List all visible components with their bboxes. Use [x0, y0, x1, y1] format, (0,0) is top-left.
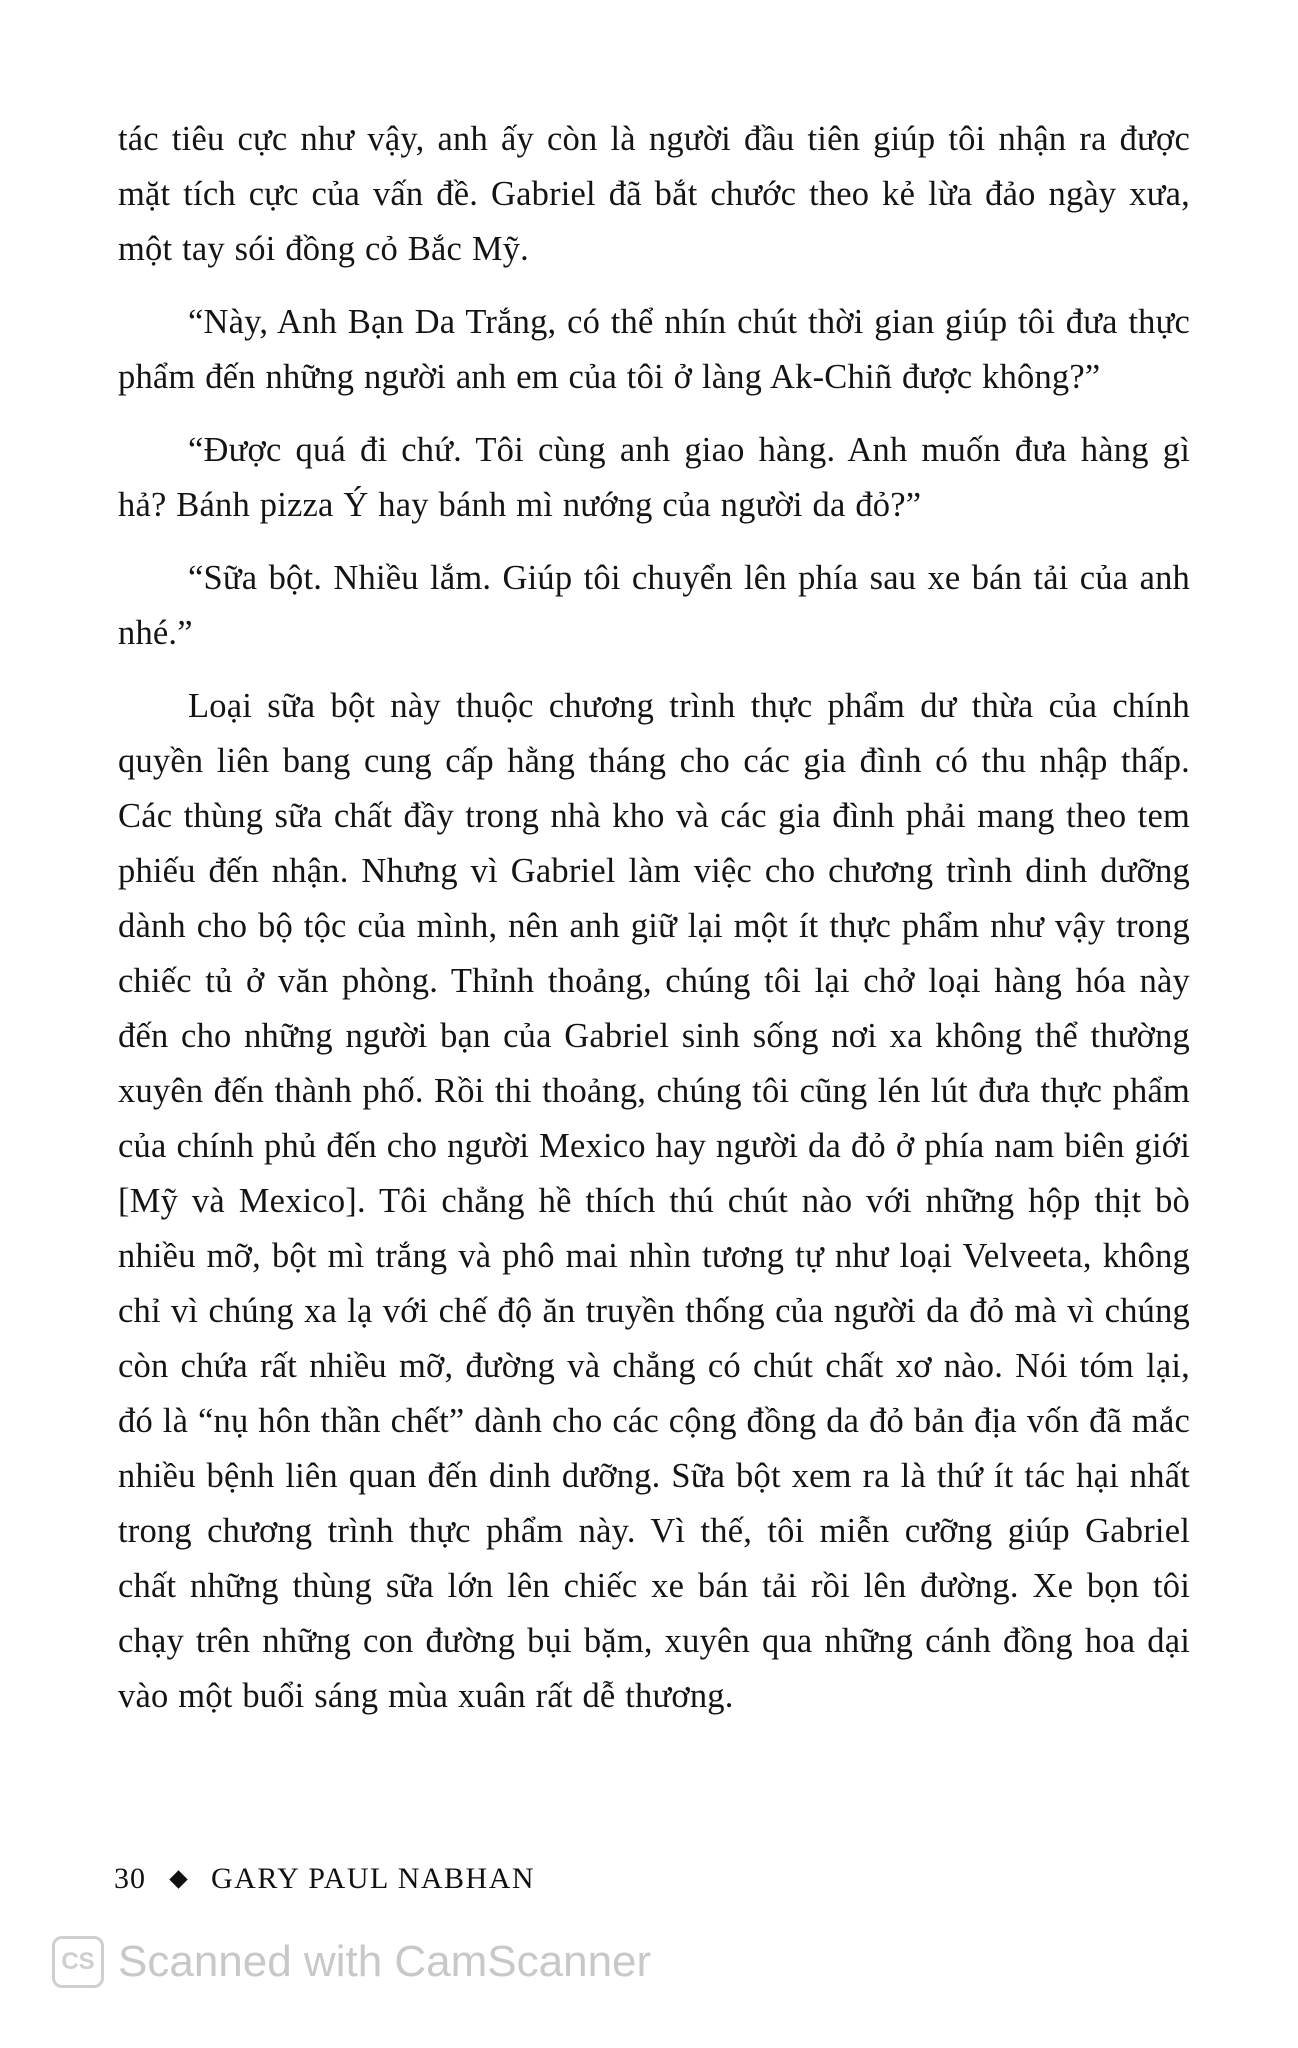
page-footer [114, 1862, 535, 1896]
paragraph-main: Loại sữa bột này thuộc chương trình thực phẩm dư thừa của chính quyền liên bang cung cấp hằng tháng cho các gia đình có thu nhập thấp. Các thùng sữa chất đầy trong nhà kho và các gia đình phải mang theo tem phiếu đến nhận. Nhưng vì Gabriel làm việc cho chương trình dinh dưỡng dành cho bộ tộc của mình, nên anh giữ lại một ít thực phẩm như vậy trong chiếc tủ ở văn phòng. Thỉnh thoảng, chúng tôi lại chở loại hàng hóa này đến cho những người bạn của Gabriel sinh sống nơi xa không thể thường xuyên đến thành phố. Rồi thi thoảng, chúng tôi cũng lén lút đưa thực phẩm của chính phủ đến cho người Mexico hay người da đỏ ở phía nam biên giới [Mỹ và Mexico]. Tôi chẳng hề thích thú chút nào với những hộp thịt bò nhiều mỡ, bột mì trắng và phô mai nhìn tương tự như loại Velveeta, không chỉ vì chúng xa lạ với chế độ ăn truyền thống của người da đỏ mà vì chúng còn chứa rất nhiều mỡ, đường và chẳng có chút chất xơ nào. Nói tóm lại, đó là “nụ hôn thần chết” dành cho các cộng đồng da đỏ bản địa vốn đã mắc nhiều bệnh liên quan đến dinh dưỡng. Sữa bột xem ra là thứ ít tác hại nhất trong chương trình thực phẩm này. Vì thế, tôi miễn cưỡng giúp Gabriel chất những thùng sữa lớn lên chiếc xe bán tải rồi lên đường. Xe bọn tôi chạy trên những con đường bụi bặm, xuyên qua những cánh đồng hoa dại vào một buổi sáng mùa xuân rất dễ thương. [118, 687, 1190, 1715]
watermark-text: Scanned with CamScanner [118, 1937, 652, 1986]
paragraph-continuation: tác tiêu cực như vậy, anh ấy còn là người đầu tiên giúp tôi nhận ra được mặt tích cực của vấn đề. Gabriel đã bắt chước theo kẻ lừa đảo ngày xưa, một tay sói đồng cỏ Bắc Mỹ. [118, 120, 1190, 268]
paragraph-dialogue-1: “Này, Anh Bạn Da Trắng, có thể nhín chút thời gian giúp tôi đưa thực phẩm đến những người anh em của tôi ở làng Ak-Chiñ được không?” [118, 303, 1190, 396]
paragraph-dialogue-2: “Được quá đi chứ. Tôi cùng anh giao hàng. Anh muốn đưa hàng gì hả? Bánh pizza Ý hay bánh mì nướng của người da đỏ?” [118, 431, 1190, 524]
scanner-watermark [52, 1936, 651, 1988]
camscanner-logo-icon: CS [52, 1936, 104, 1988]
page-body-text [118, 112, 1190, 1742]
page-number: 30 [114, 1862, 146, 1895]
paragraph-dialogue-3: “Sữa bột. Nhiều lắm. Giúp tôi chuyển lên phía sau xe bán tải của anh nhé.” [118, 559, 1190, 652]
running-author-name: GARY PAUL NABHAN [211, 1862, 536, 1895]
diamond-separator-icon [169, 1870, 187, 1888]
